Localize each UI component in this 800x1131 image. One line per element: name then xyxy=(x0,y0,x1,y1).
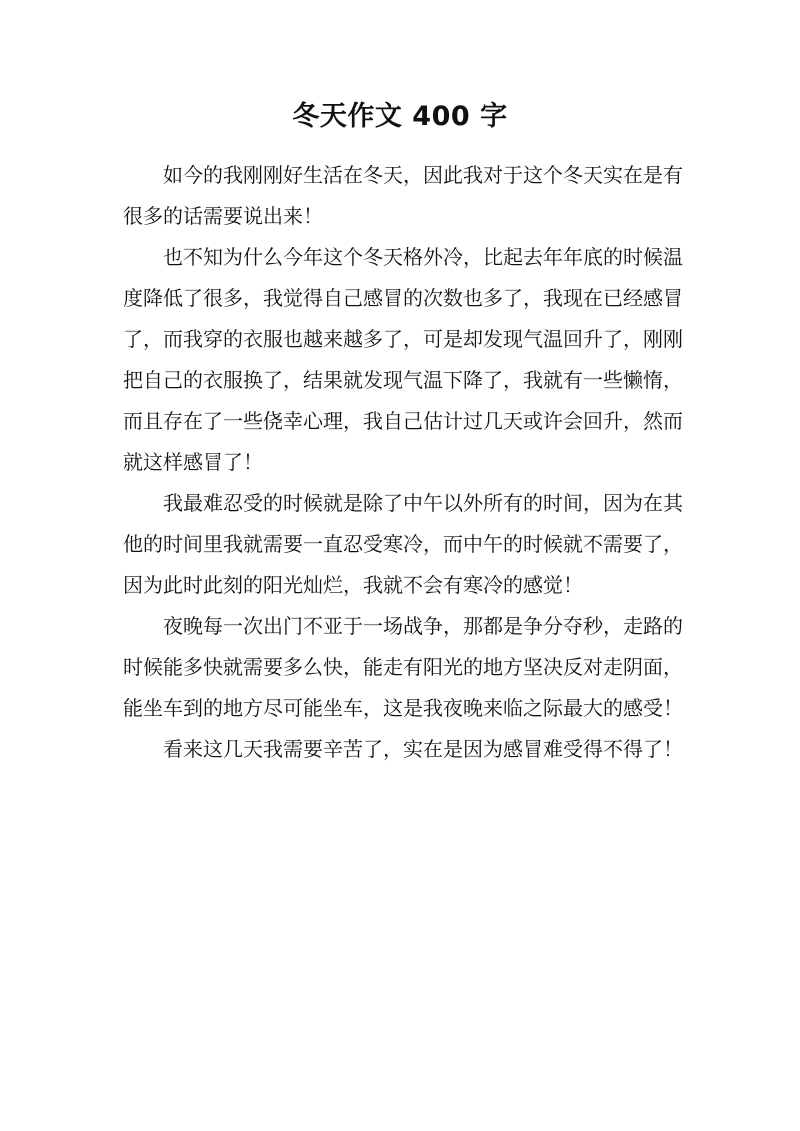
paragraph-2: 也不知为什么今年这个冬天格外冷，比起去年年底的时候温度降低了很多，我觉得自己感冒的次数也多了，我现在已经感冒了，而我穿的衣服也越来越多了，可是却发现气温回升了，刚刚把自己的衣服换了，结果就发现气温下降了，我就有一些懒惰，而且存在了一些侥幸心理，我自己估计过几天或许会回升，然而就这样感冒了！ xyxy=(123,245,683,474)
document-body xyxy=(123,155,683,770)
paragraph-3: 我最难忍受的时候就是除了中午以外所有的时间，因为在其他的时间里我就需要一直忍受寒冷，而中午的时候就不需要了，因为此时此刻的阳光灿烂，我就不会有寒冷的感觉！ xyxy=(123,491,683,597)
paragraph-5: 看来这几天我需要辛苦了，实在是因为感冒难受得不得了！ xyxy=(163,737,683,761)
document-title: 冬天作文 400 字 xyxy=(292,101,508,132)
paragraph-1: 如今的我刚刚好生活在冬天，因此我对于这个冬天实在是有很多的话需要说出来！ xyxy=(123,163,683,228)
paragraph-4: 夜晚每一次出门不亚于一场战争，那都是争分夺秒，走路的时候能多快就需要多么快，能走有阳光的地方坚决反对走阴面，能坐车到的地方尽可能坐车，这是我夜晚来临之际最大的感受！ xyxy=(123,614,683,720)
